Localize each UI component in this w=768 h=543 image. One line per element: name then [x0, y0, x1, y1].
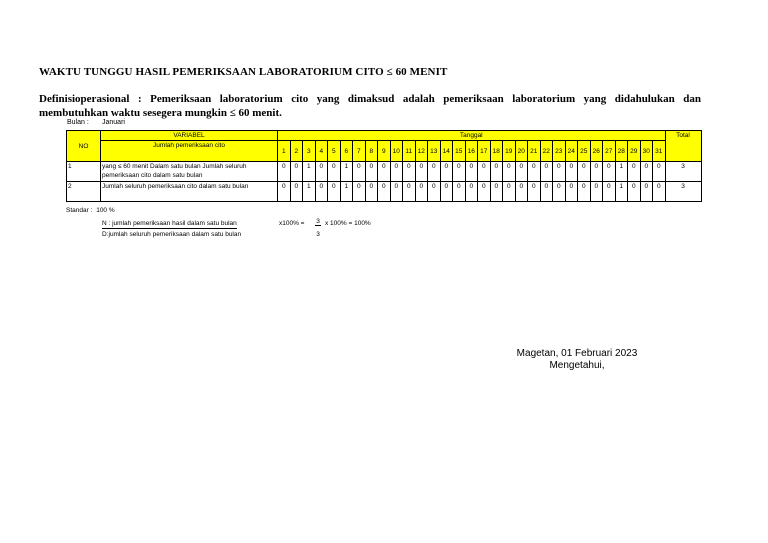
row-value: 0: [565, 182, 578, 202]
day-header: 10: [390, 141, 403, 162]
formula-den: 3: [316, 231, 320, 238]
bulan-label: Bulan :: [67, 119, 89, 126]
row-value: 0: [578, 162, 591, 182]
day-header: 28: [615, 141, 628, 162]
row-value: 0: [590, 162, 603, 182]
row-value: 0: [415, 162, 428, 182]
row-value: 0: [415, 182, 428, 202]
row-value: 0: [390, 162, 403, 182]
row-value: 0: [328, 182, 341, 202]
row-value: 1: [615, 182, 628, 202]
row-value: 0: [378, 182, 391, 202]
formula-result: x 100% = 100%: [325, 220, 371, 227]
definition-word: laboratorium: [219, 93, 283, 105]
row-label: Jumlah seluruh pemeriksaan cito dalam satu bulan: [101, 182, 278, 202]
day-header: 2: [290, 141, 303, 162]
definition-word: :: [137, 93, 142, 105]
row-value: 1: [340, 162, 353, 182]
definition-word: Pemeriksaan: [150, 93, 212, 105]
day-header: 19: [503, 141, 516, 162]
day-header: 26: [590, 141, 603, 162]
definition-word: adalah: [402, 93, 435, 105]
definition-word: dan: [683, 93, 701, 105]
day-header: 7: [353, 141, 366, 162]
formula-numerator: N : jumlah pemeriksaan hasil dalam satu bulan: [102, 220, 237, 227]
row-no: 2: [67, 182, 101, 202]
row-value: 0: [590, 182, 603, 202]
row-value: 0: [640, 182, 653, 202]
day-header: 14: [440, 141, 453, 162]
bulan-value: Januari: [102, 119, 125, 126]
header-sub: Jumlah pemeriksaan cito: [101, 141, 278, 162]
row-value: 0: [515, 162, 528, 182]
definition-word: laboratorium: [512, 93, 576, 105]
row-value: 0: [515, 182, 528, 202]
definition-word: dimaksud: [347, 93, 395, 105]
row-value: 0: [440, 162, 453, 182]
day-header: 30: [640, 141, 653, 162]
row-value: 0: [428, 162, 441, 182]
day-header: 29: [628, 141, 641, 162]
day-header: 22: [540, 141, 553, 162]
definition-word: yang: [583, 93, 607, 105]
row-value: 0: [278, 162, 291, 182]
indicator-table: [66, 130, 702, 202]
day-header: 20: [515, 141, 528, 162]
row-value: 0: [603, 162, 616, 182]
row-value: 1: [615, 162, 628, 182]
row-value: 0: [328, 162, 341, 182]
table-row: [67, 162, 702, 182]
definition-word: pemeriksaan: [443, 93, 504, 105]
day-header: 15: [453, 141, 466, 162]
row-value: 0: [378, 162, 391, 182]
row-value: 0: [653, 162, 666, 182]
row-value: 0: [478, 162, 491, 182]
row-value: 0: [365, 182, 378, 202]
definition-line-1: [39, 92, 701, 106]
row-value: 0: [528, 182, 541, 202]
header-tanggal: Tanggal: [278, 131, 666, 141]
row-value: 0: [290, 182, 303, 202]
row-value: 0: [628, 162, 641, 182]
formula-times: x100% =: [279, 220, 305, 227]
definition-word: cito: [291, 93, 309, 105]
definition-word: didahulukan: [614, 93, 675, 105]
row-value: 0: [528, 162, 541, 182]
row-value: 0: [390, 182, 403, 202]
row-value: 0: [540, 182, 553, 202]
row-value: 0: [628, 182, 641, 202]
row-value: 0: [653, 182, 666, 202]
formula-num: 3: [316, 218, 320, 225]
signature-place-date: Magetan, 01 Februari 2023: [516, 348, 638, 359]
signature-mengetahui: Mengetahui,: [549, 360, 605, 371]
row-value: 0: [428, 182, 441, 202]
row-value: 0: [490, 182, 503, 202]
row-value: 0: [578, 182, 591, 202]
row-no: 1: [67, 162, 101, 182]
definition-word: yang: [316, 93, 340, 105]
day-header: 4: [315, 141, 328, 162]
day-header: 6: [340, 141, 353, 162]
row-value: 0: [565, 162, 578, 182]
header-total: Total: [665, 131, 701, 162]
row-value: 0: [353, 162, 366, 182]
definition-word: Definisioperasional: [39, 93, 130, 105]
row-value: 0: [503, 182, 516, 202]
row-value: 0: [453, 182, 466, 202]
document-title: WAKTU TUNGGU HASIL PEMERIKSAAN LABORATORIUM CITO ≤ 60 MENIT: [39, 66, 448, 78]
row-value: 0: [315, 162, 328, 182]
table-header-row: [67, 131, 702, 141]
row-value: 0: [553, 162, 566, 182]
row-value: 0: [540, 162, 553, 182]
day-header: 5: [328, 141, 341, 162]
row-value: 0: [490, 162, 503, 182]
definition-line-2: membutuhkan waktu sesegera mungkin ≤ 60 menit.: [39, 107, 282, 119]
row-value: 0: [365, 162, 378, 182]
day-header: 12: [415, 141, 428, 162]
row-value: 0: [640, 162, 653, 182]
row-value: 0: [453, 162, 466, 182]
standar-line: [66, 207, 115, 214]
row-total: 3: [665, 182, 701, 202]
row-label: yang ≤ 60 menit Dalam satu bulan Jumlah seluruh pemeriksaan cito dalam satu bulan: [101, 162, 278, 182]
day-header: 16: [465, 141, 478, 162]
day-header: 23: [553, 141, 566, 162]
row-total: 3: [665, 162, 701, 182]
day-header: 25: [578, 141, 591, 162]
day-header: 21: [528, 141, 541, 162]
day-header: 9: [378, 141, 391, 162]
standar-value: 100 %: [96, 207, 115, 214]
day-header: 18: [490, 141, 503, 162]
row-value: 0: [553, 182, 566, 202]
row-value: 0: [353, 182, 366, 202]
day-header: 17: [478, 141, 491, 162]
header-no: NO: [67, 131, 101, 162]
header-variabel: VARIABEL: [101, 131, 278, 141]
row-value: 0: [315, 182, 328, 202]
row-value: 0: [278, 182, 291, 202]
day-header: 11: [403, 141, 416, 162]
row-value: 1: [303, 182, 316, 202]
day-header: 24: [565, 141, 578, 162]
row-value: 1: [340, 182, 353, 202]
row-value: 0: [403, 162, 416, 182]
row-value: 0: [403, 182, 416, 202]
definition-paragraph: [39, 92, 701, 120]
row-value: 1: [303, 162, 316, 182]
row-value: 0: [503, 162, 516, 182]
row-value: 0: [440, 182, 453, 202]
row-value: 0: [465, 182, 478, 202]
row-value: 0: [465, 162, 478, 182]
day-header: 8: [365, 141, 378, 162]
day-header: 1: [278, 141, 291, 162]
row-value: 0: [290, 162, 303, 182]
table-row: [67, 182, 702, 202]
standar-label: Standar :: [66, 207, 93, 214]
day-header: 3: [303, 141, 316, 162]
row-value: 0: [478, 182, 491, 202]
day-header: 31: [653, 141, 666, 162]
row-value: 0: [603, 182, 616, 202]
day-header: 27: [603, 141, 616, 162]
day-header: 13: [428, 141, 441, 162]
formula-denominator: D:jumlah seluruh pemeriksaan dalam satu bulan: [102, 231, 242, 238]
